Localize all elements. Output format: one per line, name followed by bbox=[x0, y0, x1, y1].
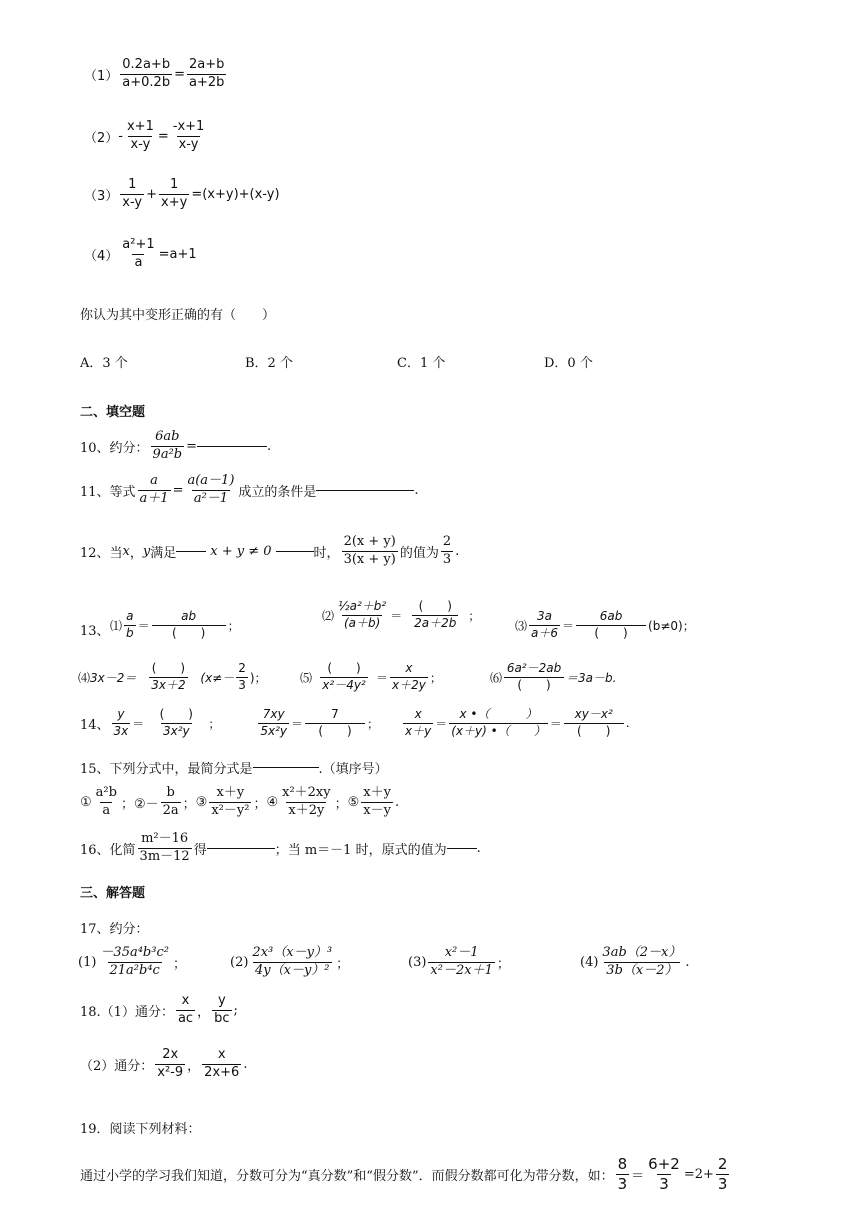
separator: ； bbox=[334, 796, 348, 812]
q13-part-1 bbox=[110, 610, 240, 641]
item-tag: ⑤ bbox=[347, 794, 360, 810]
q13-part-2 bbox=[322, 600, 480, 631]
denominator: ( ) bbox=[504, 677, 564, 693]
denominator: x-y bbox=[122, 194, 143, 210]
answer-blank[interactable] bbox=[253, 767, 319, 768]
denominator: 2a＋2b bbox=[414, 615, 457, 630]
denominator: 5x²y bbox=[260, 723, 287, 738]
fraction bbox=[564, 708, 624, 739]
separator: ； bbox=[429, 670, 442, 685]
period: . bbox=[267, 438, 272, 454]
separator: ； bbox=[496, 956, 510, 972]
denominator: x-y bbox=[130, 136, 151, 152]
item-tag: (3) bbox=[408, 954, 427, 970]
q19-title: 19．阅读下列材料： bbox=[80, 1122, 201, 1137]
denominator: ( ) bbox=[564, 723, 624, 739]
answer-blank[interactable] bbox=[316, 490, 414, 491]
fraction bbox=[161, 786, 181, 819]
fraction bbox=[138, 474, 171, 507]
item-label: （4） bbox=[84, 248, 119, 264]
denominator: 2a bbox=[162, 802, 179, 818]
period: . bbox=[414, 482, 419, 498]
item-tag: ③ bbox=[195, 794, 208, 810]
numerator: a(a－1) bbox=[187, 473, 235, 488]
q13-label: 13、 bbox=[80, 624, 110, 639]
denominator: 3 bbox=[659, 1175, 669, 1194]
question-text: 时， bbox=[313, 545, 340, 561]
fraction bbox=[258, 708, 289, 739]
numerator: 1 bbox=[170, 177, 179, 192]
numerator: x bbox=[405, 661, 413, 675]
separator: ， bbox=[187, 1058, 201, 1074]
q17-item-4 bbox=[580, 946, 690, 979]
denominator: x＋y bbox=[405, 723, 432, 738]
numerator: m²－16 bbox=[141, 831, 189, 846]
numerator: 0.2a+b bbox=[122, 57, 171, 72]
fraction bbox=[202, 1048, 241, 1081]
plus-sign: + bbox=[146, 186, 158, 202]
item-tag: ① bbox=[80, 794, 92, 810]
numerator: x＋y bbox=[363, 785, 391, 800]
fraction bbox=[441, 535, 453, 568]
condition: (b≠0)； bbox=[648, 618, 695, 633]
fraction bbox=[155, 1048, 185, 1081]
numerator: ( ) bbox=[327, 661, 361, 675]
denominator: 4y（x－y）² bbox=[255, 962, 330, 978]
denominator: 3x bbox=[113, 723, 129, 738]
q13-part-6 bbox=[490, 662, 616, 693]
numerator: ( ) bbox=[151, 661, 186, 675]
operator: ＝ bbox=[549, 716, 562, 731]
numerator: 3a bbox=[537, 609, 553, 623]
fraction bbox=[151, 430, 185, 463]
operator: ＝ bbox=[390, 608, 403, 623]
q13-part-5 bbox=[300, 662, 442, 693]
fraction bbox=[716, 1156, 730, 1194]
part-tag: ⑴ bbox=[110, 618, 123, 633]
fraction bbox=[185, 474, 236, 507]
question-prefix: 11、等式 bbox=[80, 484, 136, 500]
q19-text bbox=[80, 1156, 731, 1194]
denominator: 3 bbox=[442, 551, 452, 567]
fraction bbox=[404, 600, 466, 631]
equals: = bbox=[172, 482, 184, 498]
question-prefix: 16、化简 bbox=[80, 842, 136, 858]
denominator: a bbox=[134, 254, 143, 270]
operator: ＝ bbox=[137, 618, 150, 633]
part-tag: ⑶ bbox=[515, 618, 528, 633]
period: . bbox=[394, 794, 400, 810]
numerator: 6ab bbox=[599, 609, 623, 623]
question-10 bbox=[80, 430, 271, 463]
equals: = bbox=[157, 128, 169, 144]
fraction bbox=[94, 786, 119, 819]
question-text: 满足 bbox=[150, 545, 177, 561]
numerator: 8 bbox=[617, 1155, 628, 1173]
lhs-expression: 3x－2＝ bbox=[90, 670, 137, 685]
fraction bbox=[336, 600, 388, 631]
q13-part-4 bbox=[78, 662, 267, 693]
fraction bbox=[504, 662, 564, 693]
part-tag: ⑷ bbox=[78, 670, 91, 685]
q17-item-3 bbox=[408, 946, 510, 979]
period: . bbox=[625, 716, 630, 731]
option-c[interactable]: C．1 个 bbox=[397, 356, 446, 371]
operator: ＝ bbox=[562, 618, 575, 633]
separator: ； bbox=[336, 956, 350, 972]
question-12 bbox=[80, 535, 459, 568]
q17-item-2 bbox=[230, 946, 349, 979]
fraction bbox=[112, 708, 131, 739]
denominator: x+y bbox=[161, 194, 188, 210]
separator: ； bbox=[120, 796, 134, 812]
rhs-expression: =a+1 bbox=[158, 246, 197, 262]
numerator: ½a²＋b² bbox=[338, 599, 387, 613]
q9-item-3 bbox=[84, 178, 280, 211]
fraction bbox=[171, 120, 207, 153]
section-heading-solve: 三、解答题 bbox=[80, 886, 146, 901]
numerator: 2x bbox=[162, 1047, 179, 1062]
denominator: x＋2y bbox=[288, 802, 325, 818]
denominator: 3b（x－2） bbox=[606, 962, 678, 978]
fraction bbox=[390, 662, 428, 693]
option-d[interactable]: D．0 个 bbox=[544, 356, 593, 371]
answer-blank[interactable] bbox=[176, 551, 206, 552]
numerator: ( ) bbox=[418, 599, 452, 613]
denominator: 3x＋2 bbox=[151, 677, 186, 692]
item-tag: ②－ bbox=[133, 796, 159, 812]
numerator: y bbox=[217, 993, 226, 1008]
denominator: x²－4y² bbox=[322, 677, 366, 692]
numerator: 2x³（x－y）³ bbox=[252, 945, 333, 960]
fraction bbox=[138, 832, 192, 865]
fraction bbox=[449, 708, 547, 739]
item-tag: ④ bbox=[266, 794, 279, 810]
denominator: 21a²b⁴c bbox=[109, 962, 160, 978]
numerator: b bbox=[166, 785, 175, 800]
q17-item-1 bbox=[78, 946, 186, 979]
numerator: 6+2 bbox=[648, 1155, 680, 1173]
q15-items bbox=[80, 786, 399, 819]
numerator: y bbox=[117, 707, 125, 721]
fraction bbox=[187, 58, 226, 91]
numerator: ab bbox=[181, 609, 197, 623]
fraction bbox=[616, 1156, 630, 1194]
q9-item-1 bbox=[84, 58, 228, 91]
part-tag: ⑵ bbox=[322, 608, 335, 623]
minus-sign: - bbox=[118, 128, 123, 144]
separator: ； bbox=[468, 608, 481, 623]
fraction bbox=[403, 708, 433, 739]
fraction bbox=[120, 238, 156, 271]
numerator: 2 bbox=[442, 534, 452, 549]
equals: = bbox=[186, 438, 198, 454]
fraction bbox=[236, 662, 248, 693]
separator: ； bbox=[253, 796, 267, 812]
fraction bbox=[600, 946, 683, 979]
answer-blank[interactable] bbox=[447, 848, 477, 849]
numerator: ( ) bbox=[159, 707, 193, 721]
fraction bbox=[305, 708, 365, 739]
question-15 bbox=[80, 758, 388, 777]
equals: = bbox=[174, 66, 185, 82]
q13-part-3 bbox=[515, 610, 695, 641]
denominator: 3 bbox=[238, 677, 246, 692]
fraction bbox=[125, 120, 156, 153]
separator: ； bbox=[227, 618, 240, 633]
period: . bbox=[476, 840, 481, 856]
numerator: a bbox=[150, 473, 158, 488]
fraction bbox=[209, 786, 251, 819]
denominator: ac bbox=[177, 1010, 194, 1026]
numerator: a bbox=[126, 609, 134, 623]
answer-blank[interactable] bbox=[197, 446, 267, 447]
fraction bbox=[146, 708, 206, 739]
answer-blank[interactable] bbox=[276, 551, 314, 552]
denominator: bc bbox=[214, 1010, 230, 1026]
numerator: x bbox=[217, 1047, 226, 1062]
denominator: 3 bbox=[717, 1175, 728, 1194]
fraction bbox=[124, 610, 136, 641]
option-a[interactable]: A．3 个 bbox=[80, 356, 128, 371]
separator: ； bbox=[208, 716, 221, 731]
denominator: x-y bbox=[178, 136, 199, 152]
denominator: ( ) bbox=[576, 625, 646, 641]
numerator: 2a+b bbox=[188, 57, 225, 72]
operator: ＝ bbox=[376, 670, 389, 685]
denominator: ( ) bbox=[152, 625, 226, 641]
period: . bbox=[243, 1056, 248, 1072]
denominator: 2x+6 bbox=[204, 1064, 240, 1080]
denominator: a＋6 bbox=[531, 625, 559, 640]
q9-item-2 bbox=[84, 120, 208, 153]
period: . bbox=[455, 543, 460, 559]
denominator: a+2b bbox=[188, 74, 225, 90]
item-label: （1） bbox=[84, 68, 119, 84]
part-tag: ⑸ bbox=[300, 670, 313, 685]
numerator: 1 bbox=[128, 177, 137, 192]
question-text: ；当 m＝－1 时，原式的值为 bbox=[274, 842, 447, 858]
numerator: x+1 bbox=[126, 119, 154, 134]
operator: ＝ bbox=[132, 716, 145, 731]
section-heading-fill-blank: 二、填空题 bbox=[80, 405, 146, 420]
numerator: xy－x² bbox=[574, 707, 613, 721]
denominator: a＋1 bbox=[139, 490, 169, 506]
denominator: 9a²b bbox=[152, 446, 183, 462]
separator: )； bbox=[249, 670, 267, 685]
numerator: 2(x + y) bbox=[343, 534, 396, 549]
fraction bbox=[159, 178, 189, 211]
numerator: 6a²－2ab bbox=[506, 661, 562, 675]
fraction bbox=[314, 662, 374, 693]
denominator: ( ) bbox=[305, 723, 365, 739]
option-b[interactable]: B．2 个 bbox=[245, 356, 293, 371]
denominator: x²－2x＋1 bbox=[430, 962, 493, 978]
operator: ＝ bbox=[631, 1169, 645, 1185]
denominator: 3 bbox=[617, 1175, 628, 1194]
separator: ； bbox=[172, 956, 186, 972]
fraction bbox=[428, 946, 494, 979]
denominator: x－y bbox=[363, 802, 391, 818]
numerator: a²+1 bbox=[122, 237, 155, 252]
fraction bbox=[120, 178, 144, 211]
question-text: 成立的条件是 bbox=[238, 484, 317, 500]
denominator: x²－y² bbox=[211, 802, 250, 818]
numerator: x •（ ） bbox=[459, 707, 538, 721]
item-label: （3） bbox=[84, 188, 119, 204]
separator: ; bbox=[233, 1002, 238, 1018]
denominator: 3x²y bbox=[162, 723, 190, 738]
fraction bbox=[342, 535, 398, 568]
fraction bbox=[250, 946, 334, 979]
q18-part-1 bbox=[80, 994, 238, 1027]
separator: ； bbox=[367, 716, 380, 731]
denominator: (a＋b) bbox=[343, 615, 381, 630]
denominator: x＋2y bbox=[392, 677, 426, 692]
mixed-number-part: =2+ bbox=[683, 1167, 714, 1183]
question-hint: .（填序号） bbox=[318, 762, 388, 777]
question-16 bbox=[80, 832, 481, 865]
denominator: x²-9 bbox=[157, 1064, 184, 1080]
numerator: a²b bbox=[95, 785, 117, 800]
fraction bbox=[646, 1156, 682, 1194]
fraction bbox=[212, 994, 231, 1027]
fraction bbox=[138, 662, 198, 693]
numerator: 6ab bbox=[155, 429, 180, 444]
numerator: x＋y bbox=[216, 785, 245, 800]
fraction bbox=[120, 58, 172, 91]
numerator: －35a⁴b³c² bbox=[100, 945, 169, 960]
question-text: 得 bbox=[193, 842, 207, 858]
question-text: 15、下列分式中，最简分式是 bbox=[80, 762, 253, 777]
separator: ； bbox=[182, 796, 196, 812]
numerator: x bbox=[181, 993, 190, 1008]
denominator: 3(x + y) bbox=[343, 551, 396, 567]
numerator: -x+1 bbox=[172, 119, 205, 134]
paragraph: 通过小学的学习我们知道，分数可分为“真分数”和“假分数”．而假分数都可化为带分数，如： bbox=[80, 1169, 614, 1185]
q18-part-2 bbox=[80, 1048, 247, 1081]
fraction bbox=[576, 610, 646, 641]
fraction bbox=[280, 786, 333, 819]
var-y: y bbox=[142, 543, 151, 559]
answer-blank[interactable] bbox=[207, 848, 275, 849]
numerator: x²＋2xy bbox=[282, 785, 331, 800]
separator: ， bbox=[197, 1004, 211, 1020]
numerator: 3ab（2－x） bbox=[602, 945, 682, 960]
numerator: 7xy bbox=[262, 707, 285, 721]
numerator: 7 bbox=[331, 707, 339, 721]
q9-item-4 bbox=[84, 238, 197, 271]
question-11 bbox=[80, 474, 419, 507]
rhs-expression: ＝3a－b. bbox=[566, 670, 617, 685]
fraction bbox=[176, 994, 195, 1027]
period: . bbox=[685, 954, 690, 970]
fraction bbox=[152, 610, 226, 641]
item-tag: (2) bbox=[230, 954, 249, 970]
item-label: （2） bbox=[84, 130, 119, 146]
question-prefix: 12、当 bbox=[80, 545, 123, 561]
denominator: a+0.2b bbox=[122, 74, 171, 90]
numerator: x bbox=[414, 707, 422, 721]
denominator: 3m－12 bbox=[139, 848, 190, 864]
denominator: a bbox=[102, 802, 111, 818]
q17-title: 17、约分： bbox=[80, 922, 149, 937]
denominator: (x＋y) •（ ） bbox=[451, 723, 546, 738]
condition: (x≠－ bbox=[200, 670, 235, 685]
question-text: 的值为 bbox=[399, 545, 439, 561]
fraction bbox=[98, 946, 171, 979]
numerator: 2 bbox=[238, 661, 246, 675]
numerator: 2 bbox=[717, 1155, 728, 1173]
operator: ＝ bbox=[290, 716, 303, 731]
q9-question: 你认为其中变形正确的有（ ） bbox=[80, 308, 276, 323]
condition: x + y ≠ 0 bbox=[210, 543, 272, 559]
item-tag: (4) bbox=[580, 954, 599, 970]
denominator: a²－1 bbox=[193, 490, 229, 506]
operator: ＝ bbox=[435, 716, 448, 731]
comma: ， bbox=[129, 545, 143, 561]
question-prefix: 18.（1）通分： bbox=[80, 1004, 174, 1020]
question-prefix: 14、 bbox=[80, 717, 110, 733]
question-prefix: （2）通分： bbox=[80, 1058, 154, 1074]
var-x: x bbox=[122, 543, 130, 559]
question-prefix: 10、约分： bbox=[80, 440, 149, 456]
item-tag: (1) bbox=[78, 954, 97, 970]
part-tag: ⑹ bbox=[490, 670, 503, 685]
denominator: b bbox=[126, 625, 134, 640]
rhs-expression: =(x+y)+(x-y) bbox=[191, 186, 280, 202]
fraction bbox=[529, 610, 560, 641]
fraction bbox=[361, 786, 393, 819]
question-14 bbox=[80, 708, 630, 739]
numerator: x²－1 bbox=[444, 945, 479, 960]
